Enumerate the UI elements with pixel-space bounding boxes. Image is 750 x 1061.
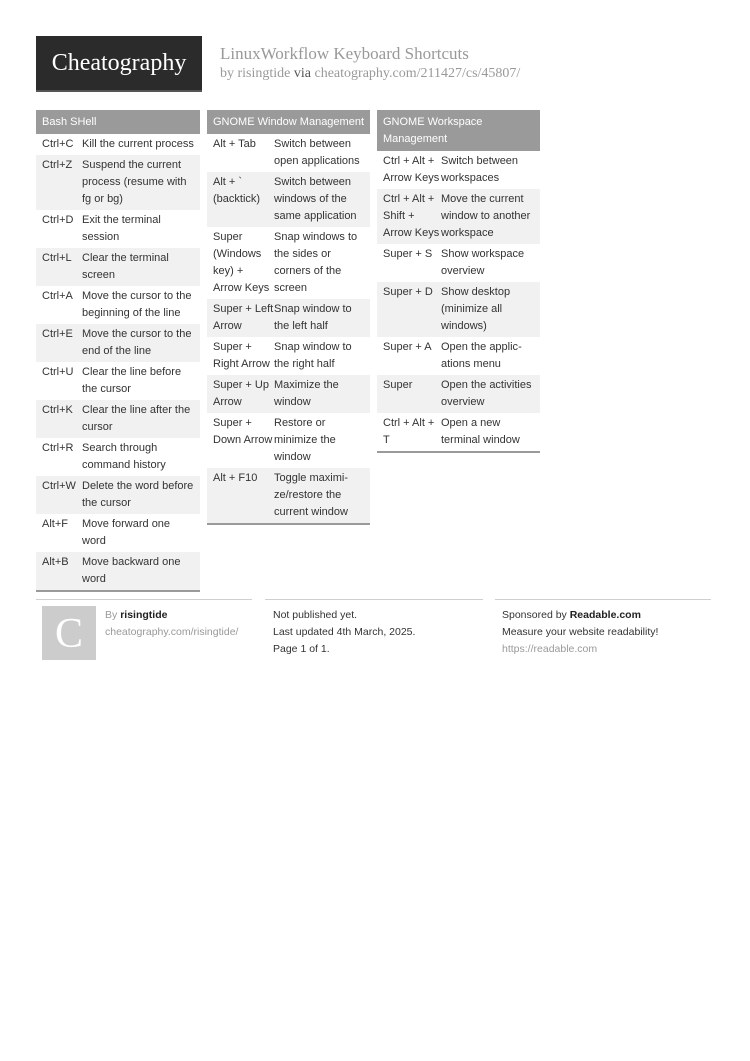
footer-author-link[interactable]: risingtide bbox=[120, 609, 168, 621]
bash-shell-section bbox=[36, 110, 200, 592]
shortcut-description: Snap windows to the sides or corners of the screen bbox=[274, 231, 358, 294]
shortcut-row bbox=[207, 375, 370, 413]
shortcut-row bbox=[36, 134, 200, 155]
footer-sponsor bbox=[502, 607, 641, 624]
shortcut-description: Switch between windows of the same application bbox=[274, 176, 357, 222]
shortcut-row bbox=[36, 210, 200, 248]
section-heading: GNOME Window Management bbox=[207, 110, 370, 134]
shortcut-description: Restore or minimize the window bbox=[274, 417, 336, 463]
shortcut-description: Show workspace overview bbox=[441, 248, 525, 277]
shortcut-description: Delete the word before the cursor bbox=[82, 480, 194, 509]
shortcut-description: Kill the current process bbox=[82, 138, 194, 150]
footer-divider-2 bbox=[265, 599, 483, 600]
shortcut-row bbox=[207, 468, 370, 523]
shortcut-row bbox=[36, 155, 200, 210]
shortcut-key: Alt + F10 bbox=[213, 472, 258, 484]
shortcut-description: Open the activities overview bbox=[441, 379, 532, 408]
shortcut-description: Clear the line before the cursor bbox=[82, 366, 182, 395]
shortcut-row bbox=[207, 134, 370, 172]
shortcut-row bbox=[377, 375, 540, 413]
shortcut-key: Super + Right Arrow bbox=[213, 341, 270, 370]
footer-page-number: Page 1 of 1. bbox=[273, 643, 330, 655]
shortcut-row bbox=[36, 362, 200, 400]
shortcut-row bbox=[377, 189, 540, 244]
shortcut-key: Ctrl+D bbox=[42, 214, 74, 226]
shortcut-row bbox=[377, 282, 540, 337]
by-label: by bbox=[220, 66, 234, 81]
shortcut-description: Search through command history bbox=[82, 442, 166, 471]
shortcut-row bbox=[36, 438, 200, 476]
shortcut-key: Ctrl + Alt + T bbox=[383, 417, 435, 446]
footer-divider-1 bbox=[36, 599, 252, 600]
shortcut-key: Alt+F bbox=[42, 518, 68, 530]
shortcut-description: Clear the terminal screen bbox=[82, 252, 169, 281]
shortcut-key: Ctrl+R bbox=[42, 442, 74, 454]
shortcut-row bbox=[207, 172, 370, 227]
shortcut-row bbox=[207, 413, 370, 468]
shortcut-key: Ctrl+C bbox=[42, 138, 74, 150]
shortcut-description: Exit the terminal session bbox=[82, 214, 161, 243]
shortcut-row bbox=[377, 337, 540, 375]
shortcut-key: Ctrl+U bbox=[42, 366, 74, 378]
gnome-window-management-section bbox=[207, 110, 370, 525]
shortcut-description: Switch between workspaces bbox=[441, 155, 519, 184]
shortcut-key: Ctrl+Z bbox=[42, 159, 73, 171]
shortcut-key: Alt+B bbox=[42, 556, 69, 568]
shortcut-key: Super (Windows key) + Arrow Keys bbox=[213, 231, 270, 294]
shortcut-description: Move the current window to another workspace bbox=[441, 193, 531, 239]
shortcut-key: Alt + Tab bbox=[213, 138, 256, 150]
shortcut-key: Ctrl+K bbox=[42, 404, 73, 416]
shortcut-row bbox=[207, 227, 370, 299]
sponsor-url[interactable]: https://readable.com bbox=[502, 643, 598, 655]
shortcut-row bbox=[207, 299, 370, 337]
cheatography-logo[interactable] bbox=[36, 36, 202, 92]
footer-author-url[interactable]: cheatography.com/risingtide/ bbox=[105, 626, 239, 638]
shortcut-key: Super + S bbox=[383, 248, 433, 260]
shortcut-description: Move backward one word bbox=[82, 556, 181, 585]
shortcut-key: Super + Down Arrow bbox=[213, 417, 273, 446]
shortcut-description: Show desktop (minimize all windows) bbox=[441, 286, 511, 332]
shortcut-list bbox=[377, 151, 540, 451]
shortcut-description: Open the applications menu bbox=[441, 341, 522, 370]
sponsor-label: Sponsored by bbox=[502, 609, 567, 621]
shortcut-key: Super + A bbox=[383, 341, 432, 353]
shortcut-key: Ctrl+A bbox=[42, 290, 73, 302]
footer-divider-3 bbox=[495, 599, 711, 600]
shortcut-description: Maximize the window bbox=[274, 379, 339, 408]
logo-text: Cheatography bbox=[51, 50, 187, 76]
gnome-workspace-management-section bbox=[377, 110, 540, 453]
avatar-letter: C bbox=[54, 611, 83, 657]
shortcut-row bbox=[36, 248, 200, 286]
shortcut-row bbox=[36, 324, 200, 362]
shortcut-row bbox=[36, 552, 200, 590]
footer-author bbox=[105, 607, 167, 624]
footer-published: Not published yet. bbox=[273, 609, 358, 621]
shortcut-key: Super + Left Arrow bbox=[213, 303, 274, 332]
shortcut-description: Move the cursor to the end of the line bbox=[82, 328, 192, 357]
via-label: via bbox=[293, 66, 311, 81]
shortcut-key: Ctrl+W bbox=[42, 480, 76, 492]
shortcut-description: Suspend the current process (resume with fg or bg) bbox=[82, 159, 187, 205]
sponsor-link[interactable]: Readable.com bbox=[569, 609, 641, 621]
shortcut-list bbox=[207, 134, 370, 523]
shortcut-key: Ctrl+E bbox=[42, 328, 73, 340]
page-title: LinuxWorkflow Keyboard Shortcuts bbox=[220, 44, 469, 63]
shortcut-description: Switch between open applications bbox=[274, 138, 360, 167]
byline bbox=[220, 66, 520, 82]
shortcut-key: Ctrl+L bbox=[42, 252, 72, 264]
shortcut-key: Super bbox=[383, 379, 413, 391]
shortcut-description: Move the cursor to the beginning of the line bbox=[82, 290, 192, 319]
section-heading: Bash SHell bbox=[36, 110, 200, 134]
shortcut-description: Toggle maximize/restore the current window bbox=[274, 472, 348, 518]
shortcut-key: Super + Up Arrow bbox=[213, 379, 269, 408]
shortcut-row bbox=[36, 514, 200, 552]
shortcut-row bbox=[377, 244, 540, 282]
shortcut-row bbox=[377, 151, 540, 189]
shortcut-row bbox=[377, 413, 540, 451]
sponsor-tagline: Measure your website readability! bbox=[502, 626, 659, 638]
footer-updated: Last updated 4th March, 2025. bbox=[273, 626, 416, 638]
section-heading: GNOME Workspace Management bbox=[377, 110, 540, 151]
shortcut-description: Snap window to the right half bbox=[274, 341, 352, 370]
shortcut-description: Clear the line after the cursor bbox=[82, 404, 191, 433]
shortcut-row bbox=[36, 476, 200, 514]
shortcut-list bbox=[36, 134, 200, 590]
shortcut-row bbox=[207, 337, 370, 375]
shortcut-row bbox=[36, 286, 200, 324]
shortcut-key: Ctrl + Alt + Shift + Arrow Keys bbox=[383, 193, 440, 239]
shortcut-description: Open a new terminal window bbox=[441, 417, 520, 446]
shortcut-description: Snap window to the left half bbox=[274, 303, 352, 332]
shortcut-description: Move forward one word bbox=[82, 518, 171, 547]
author-link[interactable]: risingtide bbox=[237, 66, 291, 81]
shortcut-key: Alt + ` (backtick) bbox=[213, 176, 261, 205]
shortcut-row bbox=[36, 400, 200, 438]
sheet-url-link[interactable]: cheatography.com/211427/cs/45807/ bbox=[314, 66, 521, 81]
footer-by-label: By bbox=[105, 609, 118, 621]
shortcut-key: Ctrl + Alt + Arrow Keys bbox=[383, 155, 440, 184]
shortcut-key: Super + D bbox=[383, 286, 433, 298]
author-avatar[interactable] bbox=[42, 606, 96, 660]
